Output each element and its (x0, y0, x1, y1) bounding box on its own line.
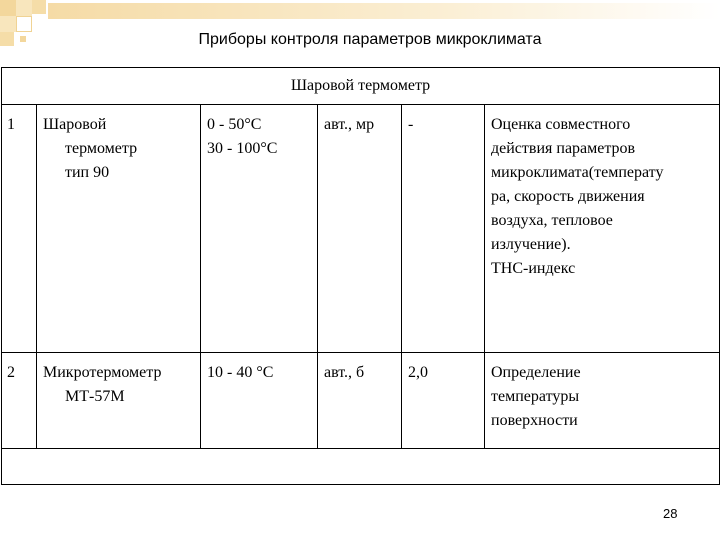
purpose-cell (485, 105, 720, 353)
mode-cell: авт., мр (318, 105, 402, 353)
purpose-line: воздуха, тепловое (491, 212, 613, 229)
device-name-line: МТ-57М (65, 388, 125, 405)
deco-square (16, 16, 32, 32)
purpose-line: THC-индекс (491, 260, 576, 277)
purpose-line: ра, скорость движения (491, 188, 645, 205)
device-name-cell (37, 353, 201, 449)
value-cell: 2,0 (402, 353, 485, 449)
deco-square (32, 0, 46, 14)
purpose-line: микроклимата(температу (491, 164, 664, 181)
table-row (2, 353, 720, 449)
purpose-line: температуры (491, 388, 580, 405)
range-line: 0 - 50°C (207, 116, 262, 133)
empty-cell (2, 449, 720, 485)
range-line: 10 - 40 °C (207, 364, 274, 381)
page-number: 28 (663, 506, 678, 521)
device-name-line: Микротермометр (43, 364, 162, 381)
device-name-line: Шаровой (43, 116, 107, 133)
purpose-line: Оценка совместного (491, 116, 631, 133)
mode-cell: авт., б (318, 353, 402, 449)
range-cell (201, 353, 318, 449)
deco-square (0, 0, 16, 16)
purpose-line: поверхности (491, 412, 578, 429)
row-number: 1 (2, 105, 37, 353)
value-cell: - (402, 105, 485, 353)
device-name-cell (37, 105, 201, 353)
page-title: Приборы контроля параметров микроклимата (198, 31, 542, 48)
deco-square (16, 0, 32, 16)
row-number: 2 (2, 353, 37, 449)
table-header-row (2, 68, 720, 105)
table-empty-row (2, 449, 720, 485)
deco-square (0, 16, 16, 32)
device-name-line: термометр (65, 140, 138, 157)
purpose-line: излучение). (491, 236, 571, 253)
purpose-cell (485, 353, 720, 449)
table-row (2, 105, 720, 353)
table-header: Шаровой термометр (2, 68, 720, 105)
purpose-line: действия параметров (491, 140, 636, 157)
range-cell (201, 105, 318, 353)
top-bar (48, 3, 720, 19)
purpose-line: Определение (491, 364, 581, 381)
device-name-line: тип 90 (65, 164, 110, 181)
instruments-table (1, 67, 720, 485)
range-line: 30 - 100°C (207, 140, 278, 157)
